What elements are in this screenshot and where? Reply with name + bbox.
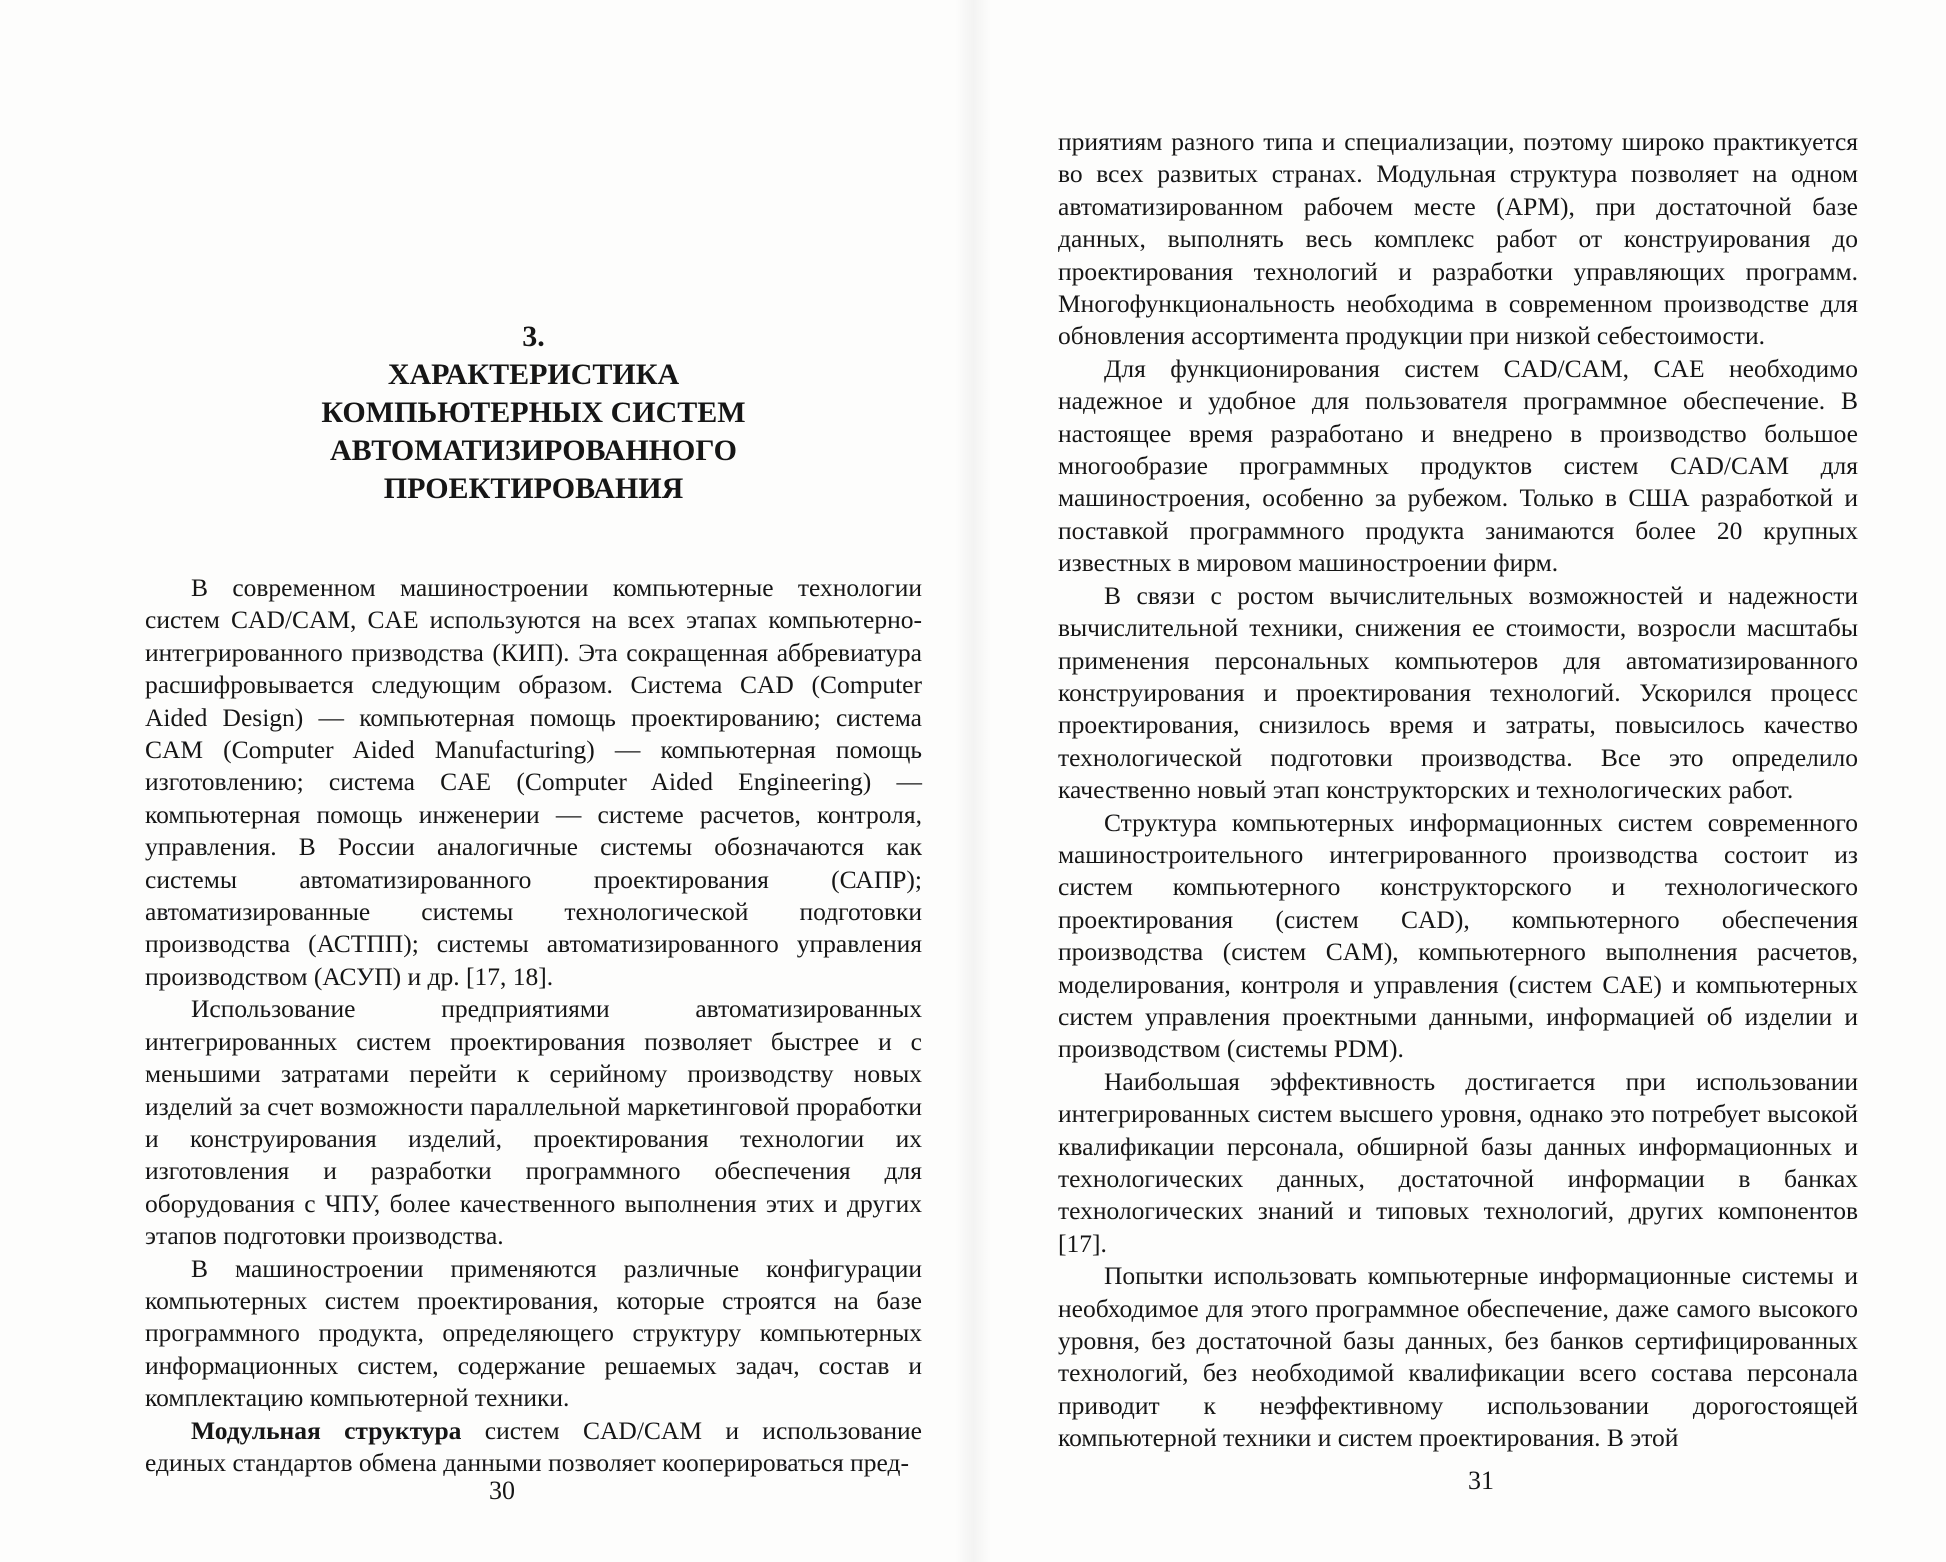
paragraph: Структура компьютерных информационных систем современного машиностроительного интегрированного производства состоит из систем компьютерного конструкторского и технологического проектирования (систем CAD), компьютерного обеспечения производства (систем CAM), компьютерного выполнения расчетов, моделирования, контроля и управления (систем CAE) и компьютерных систем управления проектными данными, информацией об изделии и производством (системы PDM). [1058, 807, 1858, 1064]
bold-term: Модульная структура [191, 1415, 462, 1445]
page-number: 31 [1468, 1466, 1494, 1495]
chapter-title-line: КОМПЬЮТЕРНЫХ СИСТЕМ [321, 396, 746, 429]
paragraph: В связи с ростом вычислительных возможностей и надежности вычислительной техники, снижения ее стоимости, возросли масштабы применения персональных компьютеров для автоматизированного конструирования и проектирования технологий. Ускорился процесс проектирования, снизилось время и затраты, повысилось качество технологической подготовки производства. Все это определило качественно новый этап конструкторских и технологических работ. [1058, 580, 1858, 805]
page-number: 30 [489, 1476, 515, 1505]
paragraph: В машиностроении применяются различные конфигурации компьютерных систем проектирования, которые строятся на базе программного продукта, определяющего структуру компьютерных информационных систем, содержание решаемых задач, состав и комплектацию компьютерной техники. [145, 1253, 922, 1413]
paragraph [145, 1415, 922, 1480]
chapter-number: 3. [522, 320, 545, 353]
paragraph: Наибольшая эффективность достигается при использовании интегрированных систем высшего уровня, однако это потребует высокой квалификации персонала, обширной базы данных информационных и технологических данных, достаточной информации в банках технологических знаний и типовых технологий, других компонентов [17]. [1058, 1066, 1858, 1258]
chapter-title-line: ХАРАКТЕРИСТИКА [387, 358, 680, 391]
paragraph: Для функционирования систем CAD/CAM, CAE необходимо надежное и удобное для пользователя программное обеспечение. В настоящее время разработано и внедрено в производство большое многообразие программных продуктов систем CAD/CAM для машиностроения, особенно за рубежом. Только в США разработкой и поставкой программного продукта занимаются более 20 крупных известных в мировом машиностроении фирм. [1058, 353, 1858, 578]
right-page [973, 0, 1946, 1562]
chapter-title-line: ПРОЕКТИРОВАНИЯ [383, 472, 684, 505]
paragraph: В современном машиностроении компьютерные технологии систем CAD/CAM, CAE используются на всех этапах компьютерно-интегрированного призводства (КИП). Эта сокращенная аббревиатура расшифровывается следующим образом. Система CAD (Computer Aided Design) — компьютерная помощь проектированию; система CAM (Computer Aided Manufacturing) — компьютерная помощь изготовлению; система CAE (Computer Aided Engineering) — компьютерная помощь инженерии — системе расчетов, контроля, управления. В России аналогичные системы обозначаются как системы автоматизированного проектирования (САПР); автоматизированные системы технологической подготовки производства (АСТПП); системы автоматизированного управления производством (АСУП) и др. [17, 18]. [145, 573, 922, 991]
paragraph: Попытки использовать компьютерные информационные системы и необходимое для этого программное обеспечение, даже самого высокого уровня, без достаточной базы данных, без банков сертифицированных технологий, без необходимой квалификации всего состава персонала приводит к неэффективному использовании дорогостоящей компьютерной техники и систем проектирования. В этой [1058, 1261, 1858, 1453]
paragraph-continuation: приятиям разного типа и специализации, поэтому широко практикуется во всех развитых странах. Модульная структура позволяет на одном автоматизированном рабочем месте (АРМ), при достаточной базе данных, выполнять весь комплекс работ от конструирования до проектирования технологий и разработки управляющих программ. Многофункциональность необходима в современном производстве для обновления ассортимента продукции при низкой себестоимости. [1058, 127, 1858, 351]
chapter-heading [145, 318, 922, 508]
left-body-text [145, 572, 922, 1479]
paragraph-rest: систем CAD/CAM и использование единых стандартов обмена данными позволяет кооперироваться пред- [145, 1415, 922, 1477]
chapter-title-line: АВТОМАТИЗИРОВАННОГО [329, 434, 738, 467]
right-body-text [1058, 126, 1858, 1455]
paragraph: Использование предприятиями автоматизированных интегрированных систем проектирования позволяет быстрее и с меньшими затратами перейти к серийному производству новых изделий за счет возможности параллельной маркетинговой проработки и конструирования изделий, проектирования технологии их изготовления и разработки программного обеспечения для оборудования с ЧПУ, более качественного выполнения этих и других этапов подготовки производства. [145, 994, 922, 1251]
